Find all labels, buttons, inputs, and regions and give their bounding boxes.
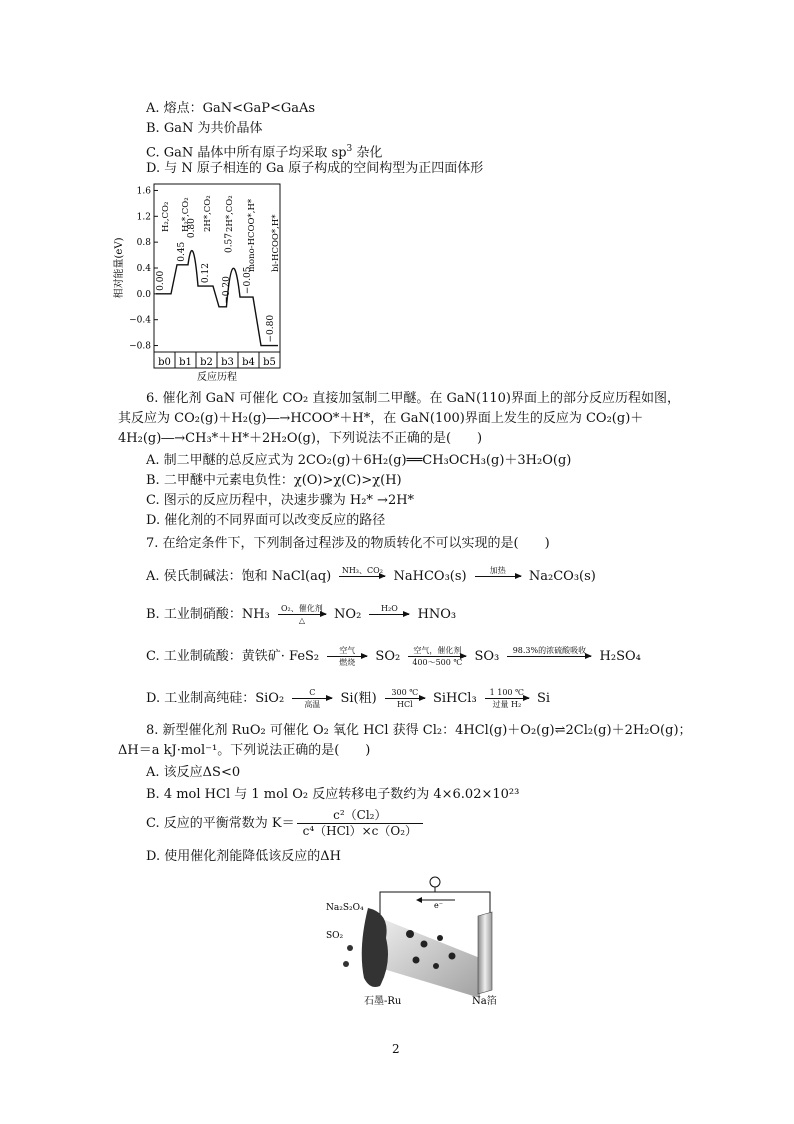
q5-option-d: D. 与 N 原子相连的 Ga 原子构成的空间构型为正四面体形 xyxy=(146,161,484,176)
q7-option-a: A. 侯氏制碱法：饱和 NaCl(aq) NH₃、CO₂ NaHCO₃(s) 加热 Na₂CO₃(s) xyxy=(146,566,596,584)
species-label: 2H*,CO₂ xyxy=(203,195,213,232)
na2s2o4-label: Na₂S₂O₄ xyxy=(326,903,364,913)
energy-level-label: 0.45 xyxy=(177,241,187,262)
energy-profile-chart xyxy=(112,180,287,385)
y-tick-label: 1.2 xyxy=(136,212,151,223)
x-category-label: b2 xyxy=(200,357,213,368)
x-category-label: b1 xyxy=(179,357,192,368)
q6-option-c: C. 图示的反应历程中，决速步骤为 H₂* →2H* xyxy=(146,493,415,508)
electrolyte xyxy=(380,918,480,998)
species-label: bi-HCOO*,H* xyxy=(271,214,281,272)
energy-level-label: 0.12 xyxy=(201,263,211,284)
y-tick-label: 0.8 xyxy=(136,238,151,249)
q8-option-a: A. 该反应ΔS<0 xyxy=(146,765,241,780)
q8-stem-line1: 8. 新型催化剂 RuO₂ 可催化 O₂ 氧化 HCl 获得 Cl₂：4HCl(g)＋O₂(g)⇌2Cl₂(g)＋2H₂O(g)； xyxy=(146,723,692,738)
bulb-icon xyxy=(430,877,440,887)
y-axis-label: 相对能量(eV) xyxy=(114,237,125,299)
y-tick-label: 0.4 xyxy=(136,264,151,274)
na-foil-label: Na箔 xyxy=(472,996,497,1007)
q8-option-b: B. 4 mol HCl 与 1 mol O₂ 反应转移电子数约为 4×6.02×10²³ xyxy=(146,787,520,802)
q5-option-b: B. GaN 为共价晶体 xyxy=(146,121,263,136)
x-axis-label: 反应历程 xyxy=(197,372,237,383)
x-category-label: b0 xyxy=(158,357,171,368)
chart-frame xyxy=(154,184,280,352)
q7-option-b: B. 工业制硝酸：NH₃ O₂、催化剂 △ NO₂ H₂O HNO₃ xyxy=(146,604,457,625)
q5-option-c: C. GaN 晶体中所有原子均采取 $sp^3$ 杂化 xyxy=(146,144,383,161)
energy-level-label: −0.05 xyxy=(243,266,253,295)
energy-level-label: −0.20 xyxy=(222,276,232,304)
q6-stem-line3: 4H₂(g)―→CH₃*＋H*＋2H₂O(g)，下列说法不正确的是( ) xyxy=(118,431,483,446)
y-tick-label: −0.8 xyxy=(129,341,151,352)
species-label: H₂,CO₂ xyxy=(161,201,171,232)
na-foil xyxy=(478,912,492,994)
graphite-ru-label: 石墨-Ru xyxy=(364,996,402,1007)
q5-option-a: A. 熔点：GaN<GaP<GaAs xyxy=(146,101,316,116)
electron-label: e⁻ xyxy=(434,901,443,910)
q6-stem-line1: 6. 催化剂 GaN 可催化 CO₂ 直接加氢制二甲醚。在 GaN(110)界面上的部分反应历程如图， xyxy=(146,391,680,406)
q6-option-d: D. 催化剂的不同界面可以改变反应的路径 xyxy=(146,513,386,528)
y-tick-label: 0.0 xyxy=(136,289,151,300)
species-label: H₂*,CO₂ xyxy=(181,197,191,232)
graphite-ru-electrode xyxy=(362,908,388,987)
y-tick-label: −0.4 xyxy=(129,315,151,326)
energy-level-label: 0.80 xyxy=(187,218,197,239)
x-category-label: b5 xyxy=(263,357,276,368)
q6-option-a: A. 制二甲醚的总反应式为 2CO₂(g)＋6H₂(g)══CH₃OCH₃(g)＋3H₂O(g) xyxy=(146,453,572,468)
energy-level-label: 0.00 xyxy=(156,270,166,291)
q6-option-b: B. 二甲醚中元素电负性：χ(O)>χ(C)>χ(H) xyxy=(146,473,402,488)
q8-stem-line2: ΔH＝a kJ·mol⁻¹。下列说法正确的是( ) xyxy=(118,743,371,758)
species-label: mono-HCOO*,H* xyxy=(247,198,257,272)
page-number: 2 xyxy=(392,1042,400,1056)
q6-stem-line2: 其反应为 CO₂(g)＋H₂(g)―→HCOO*＋H*，在 GaN(100)界面上发生的反应为 CO₂(g)＋ xyxy=(118,411,644,426)
energy-path-line xyxy=(156,251,278,346)
y-tick-label: 1.6 xyxy=(136,186,151,197)
so2-label: SO₂ xyxy=(326,931,344,941)
q8-option-d: D. 使用催化剂能降低该反应的ΔH xyxy=(146,849,341,864)
x-category-label: b3 xyxy=(221,357,234,368)
energy-level-label: −0.80 xyxy=(266,314,276,343)
q7-option-d: D. 工业制高纯硅：SiO₂ C 高温 Si(粗) 300 ℃ HCl SiHCl₃ 1 100 ℃ 过量 H₂ Si xyxy=(146,688,551,709)
q7-stem: 7. 在给定条件下，下列制备过程涉及的物质转化不可以实现的是( ) xyxy=(146,536,550,551)
q7-option-c: C. 工业制硫酸：黄铁矿· FeS₂ 空气 燃烧 SO₂ 空气，催化剂 400～500 ℃ SO₃ 98.3%的浓硫酸吸收 H₂SO₄ xyxy=(146,646,641,667)
energy-level-label: 0.57 xyxy=(224,232,235,254)
x-category-label: b4 xyxy=(242,357,255,368)
q8-option-c: C. 反应的平衡常数为 K＝ $\frac{\text{c²（Cl₂）}}{\text{c⁴（HCl）×c（O₂）}}$ xyxy=(146,808,423,839)
species-label: 2H*,CO₂ xyxy=(225,195,235,232)
battery-diagram xyxy=(320,868,510,1008)
